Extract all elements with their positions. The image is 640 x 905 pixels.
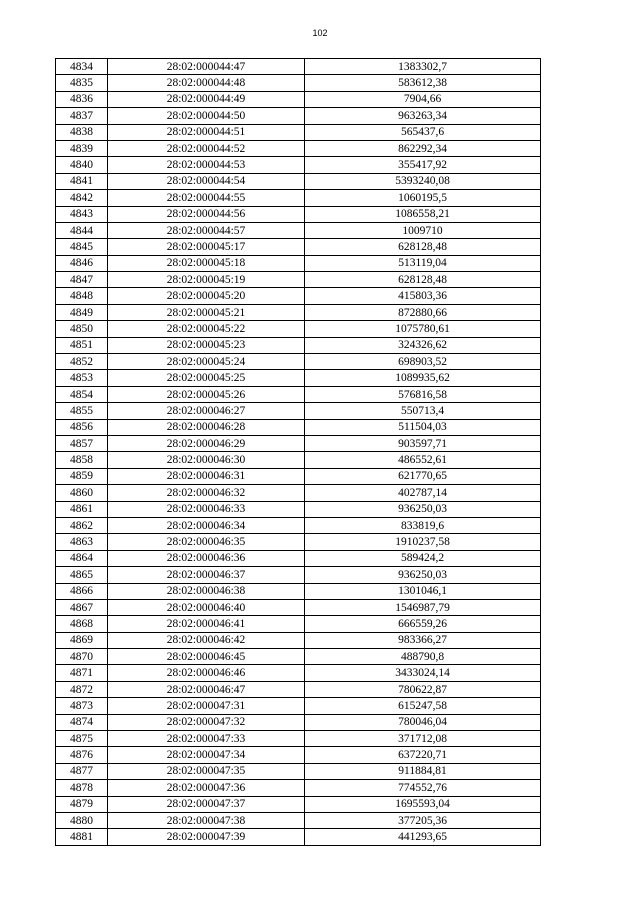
cadastral-number-cell: 28:02:000044:49: [108, 91, 305, 107]
table-row: [56, 222, 541, 238]
table-row: [56, 747, 541, 763]
value-cell: 615247,58: [305, 698, 541, 714]
cadastral-number-cell: 28:02:000046:45: [108, 649, 305, 665]
value-cell: 511504,03: [305, 419, 541, 435]
cadastral-number-cell: 28:02:000047:38: [108, 812, 305, 828]
cadastral-number-cell: 28:02:000047:34: [108, 747, 305, 763]
cadastral-number-cell: 28:02:000045:19: [108, 272, 305, 288]
row-index-cell: 4840: [56, 157, 108, 173]
row-index-cell: 4839: [56, 140, 108, 156]
cadastral-number-cell: 28:02:000047:32: [108, 714, 305, 730]
cadastral-number-cell: 28:02:000045:26: [108, 386, 305, 402]
cadastral-number-cell: 28:02:000046:35: [108, 534, 305, 550]
cadastral-number-cell: 28:02:000044:47: [108, 59, 305, 75]
value-cell: 1910237,58: [305, 534, 541, 550]
value-cell: 780622,87: [305, 681, 541, 697]
table-row: [56, 337, 541, 353]
cadastral-number-cell: 28:02:000046:36: [108, 550, 305, 566]
table-row: [56, 829, 541, 845]
cadastral-number-cell: 28:02:000045:17: [108, 239, 305, 255]
table-row: [56, 665, 541, 681]
table-row: [56, 91, 541, 107]
row-index-cell: 4837: [56, 108, 108, 124]
value-cell: 1695593,04: [305, 796, 541, 812]
cadastral-number-cell: 28:02:000046:28: [108, 419, 305, 435]
value-cell: 936250,03: [305, 501, 541, 517]
row-index-cell: 4877: [56, 763, 108, 779]
value-cell: 550713,4: [305, 403, 541, 419]
value-cell: 872880,66: [305, 304, 541, 320]
table-body: [56, 59, 541, 846]
cadastral-number-cell: 28:02:000044:56: [108, 206, 305, 222]
row-index-cell: 4838: [56, 124, 108, 140]
value-cell: 5393240,08: [305, 173, 541, 189]
value-cell: 1383302,7: [305, 59, 541, 75]
row-index-cell: 4857: [56, 435, 108, 451]
table-row: [56, 206, 541, 222]
row-index-cell: 4875: [56, 731, 108, 747]
cadastral-number-cell: 28:02:000046:41: [108, 616, 305, 632]
table-row: [56, 501, 541, 517]
value-cell: 666559,26: [305, 616, 541, 632]
table-row: [56, 124, 541, 140]
cadastral-number-cell: 28:02:000045:23: [108, 337, 305, 353]
row-index-cell: 4869: [56, 632, 108, 648]
table-row: [56, 419, 541, 435]
cadastral-number-cell: 28:02:000047:35: [108, 763, 305, 779]
row-index-cell: 4866: [56, 583, 108, 599]
value-cell: 637220,71: [305, 747, 541, 763]
table-row: [56, 714, 541, 730]
cadastral-number-cell: 28:02:000046:34: [108, 517, 305, 533]
table-row: [56, 681, 541, 697]
row-index-cell: 4860: [56, 485, 108, 501]
value-cell: 936250,03: [305, 567, 541, 583]
cadastral-number-cell: 28:02:000045:25: [108, 370, 305, 386]
row-index-cell: 4846: [56, 255, 108, 271]
cadastral-number-cell: 28:02:000046:37: [108, 567, 305, 583]
cadastral-number-cell: 28:02:000046:31: [108, 468, 305, 484]
row-index-cell: 4853: [56, 370, 108, 386]
cadastral-value-table: [55, 58, 541, 846]
cadastral-number-cell: 28:02:000045:22: [108, 321, 305, 337]
page-number: 102: [312, 28, 328, 38]
value-cell: 963263,34: [305, 108, 541, 124]
row-index-cell: 4876: [56, 747, 108, 763]
cadastral-number-cell: 28:02:000047:37: [108, 796, 305, 812]
value-cell: 833819,6: [305, 517, 541, 533]
value-cell: 780046,04: [305, 714, 541, 730]
value-cell: 1060195,5: [305, 190, 541, 206]
table-row: [56, 534, 541, 550]
cadastral-number-cell: 28:02:000046:33: [108, 501, 305, 517]
row-index-cell: 4848: [56, 288, 108, 304]
table-row: [56, 731, 541, 747]
row-index-cell: 4879: [56, 796, 108, 812]
row-index-cell: 4851: [56, 337, 108, 353]
cadastral-number-cell: 28:02:000044:50: [108, 108, 305, 124]
table-row: [56, 370, 541, 386]
row-index-cell: 4873: [56, 698, 108, 714]
row-index-cell: 4864: [56, 550, 108, 566]
row-index-cell: 4859: [56, 468, 108, 484]
table-row: [56, 649, 541, 665]
row-index-cell: 4852: [56, 354, 108, 370]
row-index-cell: 4872: [56, 681, 108, 697]
cadastral-number-cell: 28:02:000047:33: [108, 731, 305, 747]
row-index-cell: 4855: [56, 403, 108, 419]
value-cell: 3433024,14: [305, 665, 541, 681]
cadastral-number-cell: 28:02:000044:53: [108, 157, 305, 173]
cadastral-number-cell: 28:02:000045:24: [108, 354, 305, 370]
value-cell: 628128,48: [305, 272, 541, 288]
cadastral-number-cell: 28:02:000046:32: [108, 485, 305, 501]
value-cell: 621770,65: [305, 468, 541, 484]
table-row: [56, 157, 541, 173]
row-index-cell: 4878: [56, 780, 108, 796]
cadastral-number-cell: 28:02:000046:38: [108, 583, 305, 599]
table-row: [56, 190, 541, 206]
row-index-cell: 4881: [56, 829, 108, 845]
row-index-cell: 4856: [56, 419, 108, 435]
row-index-cell: 4834: [56, 59, 108, 75]
value-cell: 576816,58: [305, 386, 541, 402]
cadastral-number-cell: 28:02:000047:31: [108, 698, 305, 714]
value-cell: 371712,08: [305, 731, 541, 747]
row-index-cell: 4874: [56, 714, 108, 730]
table-row: [56, 403, 541, 419]
cadastral-number-cell: 28:02:000046:27: [108, 403, 305, 419]
table-row: [56, 468, 541, 484]
row-index-cell: 4880: [56, 812, 108, 828]
value-cell: 488790,8: [305, 649, 541, 665]
value-cell: 903597,71: [305, 435, 541, 451]
value-cell: 911884,81: [305, 763, 541, 779]
table-row: [56, 616, 541, 632]
table-row: [56, 288, 541, 304]
row-index-cell: 4863: [56, 534, 108, 550]
value-cell: 774552,76: [305, 780, 541, 796]
table-row: [56, 632, 541, 648]
cadastral-number-cell: 28:02:000045:18: [108, 255, 305, 271]
row-index-cell: 4836: [56, 91, 108, 107]
cadastral-number-cell: 28:02:000044:51: [108, 124, 305, 140]
value-cell: 355417,92: [305, 157, 541, 173]
row-index-cell: 4843: [56, 206, 108, 222]
value-cell: 1075780,61: [305, 321, 541, 337]
row-index-cell: 4862: [56, 517, 108, 533]
table-row: [56, 517, 541, 533]
table-row: [56, 763, 541, 779]
table-row: [56, 321, 541, 337]
table-row: [56, 239, 541, 255]
row-index-cell: 4871: [56, 665, 108, 681]
row-index-cell: 4870: [56, 649, 108, 665]
table-row: [56, 108, 541, 124]
value-cell: 441293,65: [305, 829, 541, 845]
value-cell: 698903,52: [305, 354, 541, 370]
row-index-cell: 4865: [56, 567, 108, 583]
table-row: [56, 435, 541, 451]
value-cell: 486552,61: [305, 452, 541, 468]
value-cell: 402787,14: [305, 485, 541, 501]
cadastral-number-cell: 28:02:000047:36: [108, 780, 305, 796]
table-row: [56, 812, 541, 828]
table-row: [56, 550, 541, 566]
value-cell: 415803,36: [305, 288, 541, 304]
value-cell: 1301046,1: [305, 583, 541, 599]
table-row: [56, 567, 541, 583]
value-cell: 589424,2: [305, 550, 541, 566]
table-row: [56, 272, 541, 288]
cadastral-number-cell: 28:02:000044:57: [108, 222, 305, 238]
cadastral-number-cell: 28:02:000044:55: [108, 190, 305, 206]
row-index-cell: 4841: [56, 173, 108, 189]
row-index-cell: 4861: [56, 501, 108, 517]
value-cell: 7904,66: [305, 91, 541, 107]
table-row: [56, 485, 541, 501]
table-row: [56, 599, 541, 615]
table-row: [56, 452, 541, 468]
cadastral-number-cell: 28:02:000047:39: [108, 829, 305, 845]
table-row: [56, 255, 541, 271]
value-cell: 1086558,21: [305, 206, 541, 222]
table-row: [56, 698, 541, 714]
value-cell: 628128,48: [305, 239, 541, 255]
value-cell: 513119,04: [305, 255, 541, 271]
row-index-cell: 4849: [56, 304, 108, 320]
value-cell: 583612,38: [305, 75, 541, 91]
cadastral-number-cell: 28:02:000044:54: [108, 173, 305, 189]
value-cell: 324326,62: [305, 337, 541, 353]
cadastral-number-cell: 28:02:000045:21: [108, 304, 305, 320]
value-cell: 1546987,79: [305, 599, 541, 615]
row-index-cell: 4845: [56, 239, 108, 255]
cadastral-number-cell: 28:02:000044:52: [108, 140, 305, 156]
value-cell: 1089935,62: [305, 370, 541, 386]
cadastral-number-cell: 28:02:000046:47: [108, 681, 305, 697]
cadastral-number-cell: 28:02:000046:40: [108, 599, 305, 615]
value-cell: 983366,27: [305, 632, 541, 648]
cadastral-number-cell: 28:02:000044:48: [108, 75, 305, 91]
table-row: [56, 304, 541, 320]
value-cell: 862292,34: [305, 140, 541, 156]
row-index-cell: 4850: [56, 321, 108, 337]
table-row: [56, 780, 541, 796]
value-cell: 377205,36: [305, 812, 541, 828]
table-row: [56, 386, 541, 402]
row-index-cell: 4844: [56, 222, 108, 238]
row-index-cell: 4835: [56, 75, 108, 91]
table-row: [56, 354, 541, 370]
table-row: [56, 140, 541, 156]
cadastral-number-cell: 28:02:000046:29: [108, 435, 305, 451]
cadastral-number-cell: 28:02:000046:30: [108, 452, 305, 468]
row-index-cell: 4854: [56, 386, 108, 402]
table-row: [56, 583, 541, 599]
table-row: [56, 59, 541, 75]
table-row: [56, 173, 541, 189]
cadastral-number-cell: 28:02:000045:20: [108, 288, 305, 304]
cadastral-number-cell: 28:02:000046:46: [108, 665, 305, 681]
row-index-cell: 4847: [56, 272, 108, 288]
table-row: [56, 796, 541, 812]
row-index-cell: 4842: [56, 190, 108, 206]
row-index-cell: 4858: [56, 452, 108, 468]
value-cell: 1009710: [305, 222, 541, 238]
row-index-cell: 4868: [56, 616, 108, 632]
table-row: [56, 75, 541, 91]
value-cell: 565437,6: [305, 124, 541, 140]
cadastral-number-cell: 28:02:000046:42: [108, 632, 305, 648]
row-index-cell: 4867: [56, 599, 108, 615]
